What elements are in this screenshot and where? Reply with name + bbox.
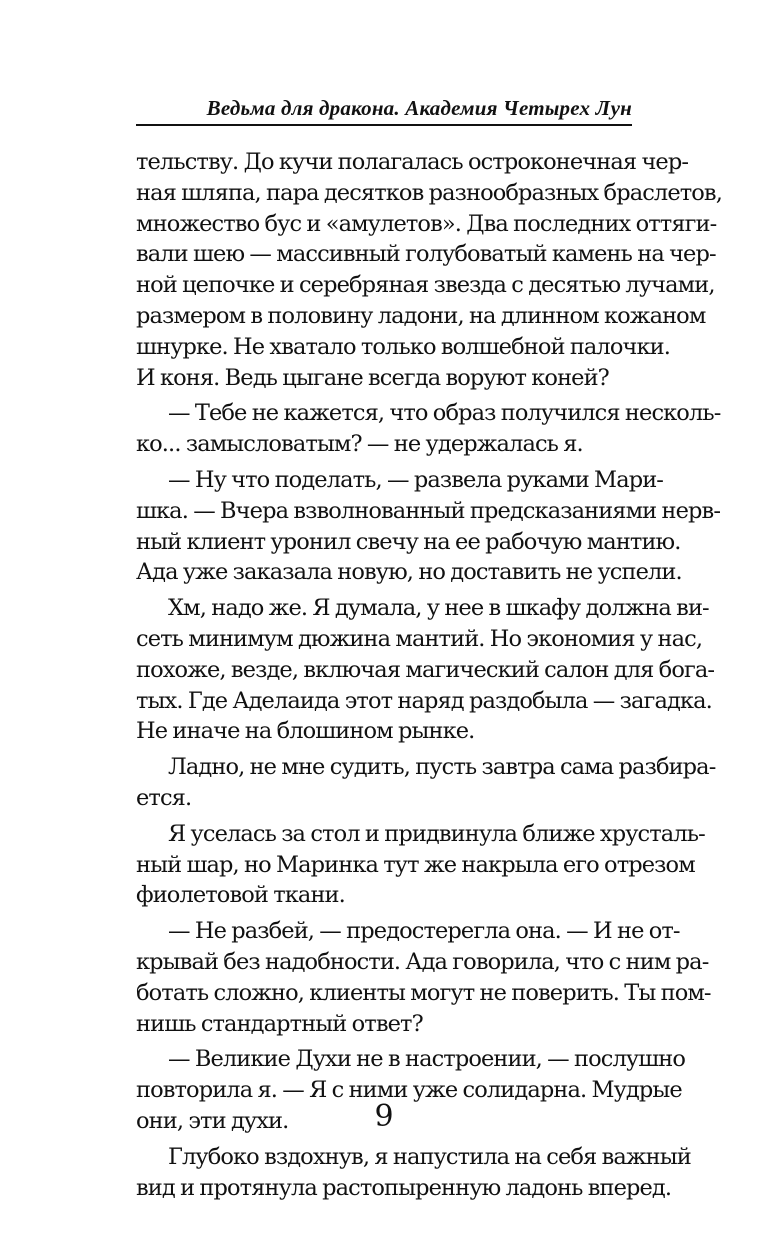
text-line: фиолетовой ткани. — [136, 882, 345, 909]
text-line: Хм, надо же. Я думала, у нее в шкафу должна ви- — [168, 595, 709, 622]
text-line: ботать сложно, клиенты могут не поверить. Ты пом- — [136, 979, 711, 1006]
text-line: — Не разбей, — предостерегла она. — И не от- — [168, 918, 680, 945]
text-line: множество бус и «амулетов». Два последних оттяги- — [136, 210, 717, 237]
text-line: похоже, везде, включая магический салон для бога- — [136, 656, 715, 683]
text-line: вали шею — массивный голубоватый камень на чер- — [136, 241, 716, 268]
text-line: они, эти духи. — [136, 1107, 289, 1134]
text-line: Ладно, не мне судить, пусть завтра сама разбира- — [168, 754, 716, 781]
text-line: ется. — [136, 784, 192, 811]
text-line: — Великие Духи не в настроении, — послушно — [168, 1046, 685, 1073]
text-line: крывай без надобности. Ада говорила, что с ним ра- — [136, 948, 709, 975]
text-line: И коня. Ведь цыгане всегда воруют коней? — [136, 364, 609, 391]
text-line: ный клиент уронил свечу на ее рабочую мантию. — [136, 528, 681, 555]
text-line: ная шляпа, пара десятков разнообразных браслетов, — [136, 179, 722, 206]
header-rule — [136, 124, 632, 126]
text-line: Я уселась за стол и придвинула ближе хрусталь- — [168, 820, 705, 847]
body-text — [136, 147, 722, 1203]
running-header: Ведьма для дракона. Академия Четырех Лун — [206, 96, 632, 120]
text-line: ный шар, но Маринка тут же накрыла его отрезом — [136, 851, 695, 878]
text-line: размером в половину ладони, на длинном кожаном — [136, 302, 706, 329]
text-line: Не иначе на блошином рынке. — [136, 718, 475, 745]
text-line: ко... замысловатым? — не удержалась я. — [136, 431, 583, 458]
text-line: шнурке. Не хватало только волшебной палочки. — [136, 333, 670, 360]
text-line: повторила я. — Я с ними уже солидарна. Мудрые — [136, 1077, 682, 1104]
text-line: ной цепочке и серебряная звезда с десятью лучами, — [136, 272, 715, 299]
text-line: Ада уже заказала новую, но доставить не успели. — [136, 559, 682, 586]
text-line: — Ну что поделать, — развела руками Мари- — [168, 466, 664, 493]
page-number: 9 — [374, 1099, 394, 1134]
text-line: сеть минимум дюжина мантий. Но экономия у нас, — [136, 625, 703, 652]
text-line: нишь стандартный ответ? — [136, 1010, 423, 1037]
text-line: шка. — Вчера взволнованный предсказаниями нерв- — [136, 497, 721, 524]
text-line: Глубоко вздохнув, я напустила на себя важный — [168, 1143, 691, 1170]
text-line: тельству. До кучи полагалась остроконечная чер- — [136, 149, 689, 175]
text-line: — Тебе не кажется, что образ получился несколь- — [168, 400, 721, 427]
text-line: вид и протянула растопыренную ладонь вперед. — [136, 1174, 672, 1201]
text-line: тых. Где Аделаида этот наряд раздобыла — загадка. — [136, 687, 712, 714]
